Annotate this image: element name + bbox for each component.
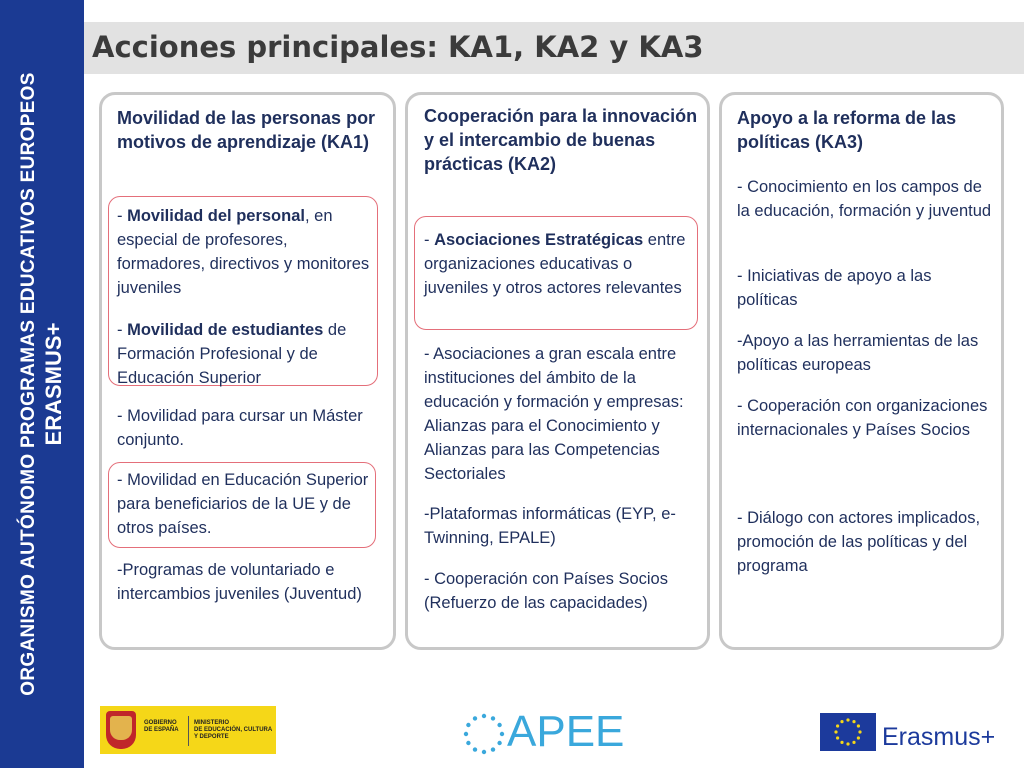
gobierno-espana-logo [100,706,276,754]
ka3-item-policy-initiatives: - Iniciativas de apoyo a las políticas [737,267,932,309]
spain-crest-inner-icon [110,716,132,740]
gobierno-text [144,720,179,734]
ka3-item-stakeholder-dialogue: - Diálogo con actores implicados, promoción de las políticas y del programa [737,509,981,575]
ka2-item-large-scale-partnerships: - Asociaciones a gran escala entre instituciones del ámbito de la educación y formación y empresas: Alianzas para el Conocimiento y Alianzas para las Competencias Sectoriales [424,345,684,483]
erasmus-logo-text: Erasmus+ [882,723,996,751]
ka2-item-it-platforms: -Plataformas informáticas (EYP, e-Twinning, EPALE) [424,505,676,547]
ka2-item-partner-cooperation: - Cooperación con Países Socios (Refuerzo de las capacidades) [424,570,668,612]
ka1-item-higher-ed-mobility: - Movilidad en Educación Superior para beneficiarios de la UE y de otros países. [117,471,369,537]
ka2-item1-prefix: - [424,231,435,249]
ka3-item-knowledge: - Conocimiento en los campos de la educación, formación y juventud [737,178,992,220]
gob-line2: DE ESPAÑA [144,727,179,733]
sidebar-org-name: ORGANISMO AUTÓNOMO PROGRAMAS EDUCATIVOS EUROPEOS [18,72,39,696]
ka2-item-strategic-partnerships [424,228,696,300]
apee-stars-ring-icon [462,712,506,756]
min-line2: DE EDUCACIÓN, CULTURA [194,727,273,733]
min-line1: MINISTERIO [194,720,230,726]
ka2-heading: Cooperación para la innovación y el intercambio de buenas prácticas (KA2) [424,106,698,174]
ka2-item1-bold: Asociaciones Estratégicas [434,231,644,249]
gob-line1: GOBIERNO [144,720,177,726]
ministerio-text [194,720,272,741]
ka1-item-staff-mobility [117,204,379,300]
ka1-item-joint-master: - Movilidad para cursar un Máster conjunto. [117,407,363,449]
sidebar-program-name: ERASMUS+ [41,322,66,446]
ka3-heading: Apoyo a la reforma de las políticas (KA3) [737,108,957,152]
ka1-item-student-mobility [117,318,379,390]
logo-divider [188,716,189,746]
ka1-item2-prefix: - [117,321,128,339]
ka1-heading: Movilidad de las personas por motivos de aprendizaje (KA1) [117,108,376,152]
min-line3: Y DEPORTE [194,734,229,740]
ka1-item1-bold: Movilidad del personal [127,207,305,225]
ka3-item-international-cooperation: - Cooperación con organizaciones internacionales y Países Socios [737,397,988,439]
ka1-item1-prefix: - [117,207,128,225]
ka1-item1-rest: , en especial de profesores, formadores, directivos y monitores juveniles [117,207,370,297]
sidebar [0,0,84,768]
eu-flag-icon [820,713,876,751]
ka1-item-volunteering: -Programas de voluntariado e intercambios juveniles (Juventud) [117,561,362,603]
sidebar-vertical-text [17,72,67,696]
ka2-item1-rest: entre organizaciones educativas o juveniles y otros actores relevantes [424,231,686,297]
apee-logo-text: APEE [507,707,625,756]
page-title: Acciones principales: KA1, KA2 y KA3 [92,30,704,64]
ka1-item2-bold: Movilidad de estudiantes [127,321,324,339]
ka1-item2-rest: de Formación Profesional y de Educación Superior [117,321,347,387]
ka3-item-policy-tools: -Apoyo a las herramientas de las políticas europeas [737,332,979,374]
